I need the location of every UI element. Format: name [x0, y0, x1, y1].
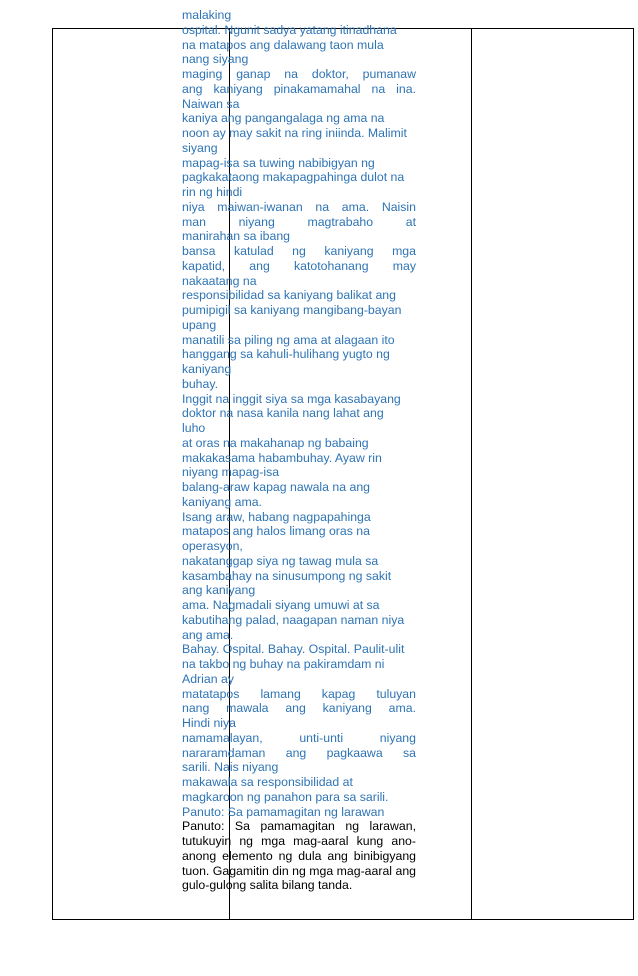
column-divider-right [471, 29, 472, 919]
story-line: nang siyang [182, 52, 249, 67]
story-line: kaniya ang pangangalaga ng ama na [182, 111, 385, 126]
story-line: nakatanggap siya ng tawag mula sa [182, 553, 379, 568]
story-line: hanggang sa kahuli-hulihang yugto ng [182, 347, 390, 362]
story-line: kapatid, ang katotohanang may [182, 258, 416, 273]
story-line: kasambahay na sinusumpong ng sakit [182, 568, 392, 583]
story-line: pagkakataong makapagpahinga dulot na [182, 170, 405, 185]
story-line: responsibilidad sa kaniyang balikat ang [182, 288, 396, 303]
story-line: matapos ang halos limang oras na [182, 524, 370, 539]
story-line: pumipigil sa kaniyang mangibang-bayan [182, 303, 402, 317]
story-line: luho [182, 421, 206, 435]
story-line: namamalayan, unti-unti niyang [182, 730, 416, 745]
story-line: nakaatang na [182, 273, 257, 288]
story-line: man niyang magtrabaho at [182, 214, 416, 229]
story-excerpt [182, 8, 416, 819]
story-line: niyang mapag-isa [182, 465, 280, 480]
story-line: sarili. Nais niyang [182, 760, 279, 775]
story-line: operasyon, [182, 539, 243, 553]
story-line: noon ay may sakit na ring iniinda. Malimit [182, 126, 407, 140]
story-line: Panuto: Sa pamamagitan ng larawan [182, 804, 385, 819]
story-line: ang ama. [182, 627, 234, 642]
story-line: at oras na makahanap ng babaing [182, 435, 369, 450]
story-line: Isang araw, habang nagpapahinga [182, 509, 371, 524]
story-line: ang kaniyang pinakamamahal na ina. [182, 81, 416, 96]
story-line: nararamdaman ang pagkaawa sa [182, 745, 416, 760]
story-line: mapag-isa sa tuwing nabibigyan ng [182, 155, 375, 170]
story-line: ama. Nagmadali siyang umuwi at sa [182, 598, 380, 612]
story-line: upang [182, 317, 217, 332]
story-line: Bahay. Ospital. Bahay. Ospital. Paulit-ulit [182, 642, 405, 657]
story-line: ospital. Ngunit sadya yatang itinadhana [182, 22, 397, 37]
story-line: manirahan sa ibang [182, 229, 291, 244]
story-line: ang kaniyang [182, 583, 256, 598]
story-line: Hindi niya [182, 716, 236, 730]
story-line: makakasama habambuhay. Ayaw rin [182, 450, 382, 465]
story-line: Naiwan sa [182, 96, 240, 111]
story-line: Inggit na inggit siya sa mga kasabayang [182, 391, 401, 406]
story-line: nang mawala ang kaniyang ama. [182, 701, 416, 716]
story-line: kaniyang ama. [182, 494, 262, 509]
story-line: malaking [182, 8, 232, 22]
story-line: balang-araw kapag nawala na ang [182, 480, 371, 494]
story-line: manatili sa piling ng ama at alagaan ito [182, 332, 395, 347]
story-line: maging ganap na doktor, pumanaw [182, 67, 416, 81]
instruction-paragraph: Panuto: Sa pamamagitan ng larawan, tutukuyin ng mga mag-aaral kung ano-anong elemento ng dula ang binibigyang tuon. Gagamitin din ng mga mag-aaral ang gulo-gulong salita bilang tanda. [182, 819, 416, 893]
story-line: magkaroon ng panahon para sa sarili. [182, 789, 389, 804]
story-line: siyang [182, 140, 218, 155]
story-line: bansa katulad ng kaniyang mga [182, 244, 416, 258]
story-line: kabutihang palad, naagapan naman niya [182, 612, 405, 627]
story-line: doktor na nasa kanila nang lahat ang [182, 406, 384, 421]
story-line: rin ng hindi [182, 185, 243, 199]
middle-cell-content [182, 8, 416, 893]
story-line: makawala sa responsibilidad at [182, 775, 353, 789]
story-line: na matapos ang dalawang taon mula [182, 37, 384, 52]
story-line: Adrian ay [182, 671, 234, 686]
story-line: matatapos lamang kapag tuluyan [182, 686, 416, 701]
story-line: niya maiwan-iwanan na ama. Naisin [182, 199, 416, 214]
story-line: kaniyang [182, 362, 232, 376]
story-line: na takbo ng buhay na pakiramdam ni [182, 657, 385, 671]
story-line: buhay. [182, 376, 219, 391]
